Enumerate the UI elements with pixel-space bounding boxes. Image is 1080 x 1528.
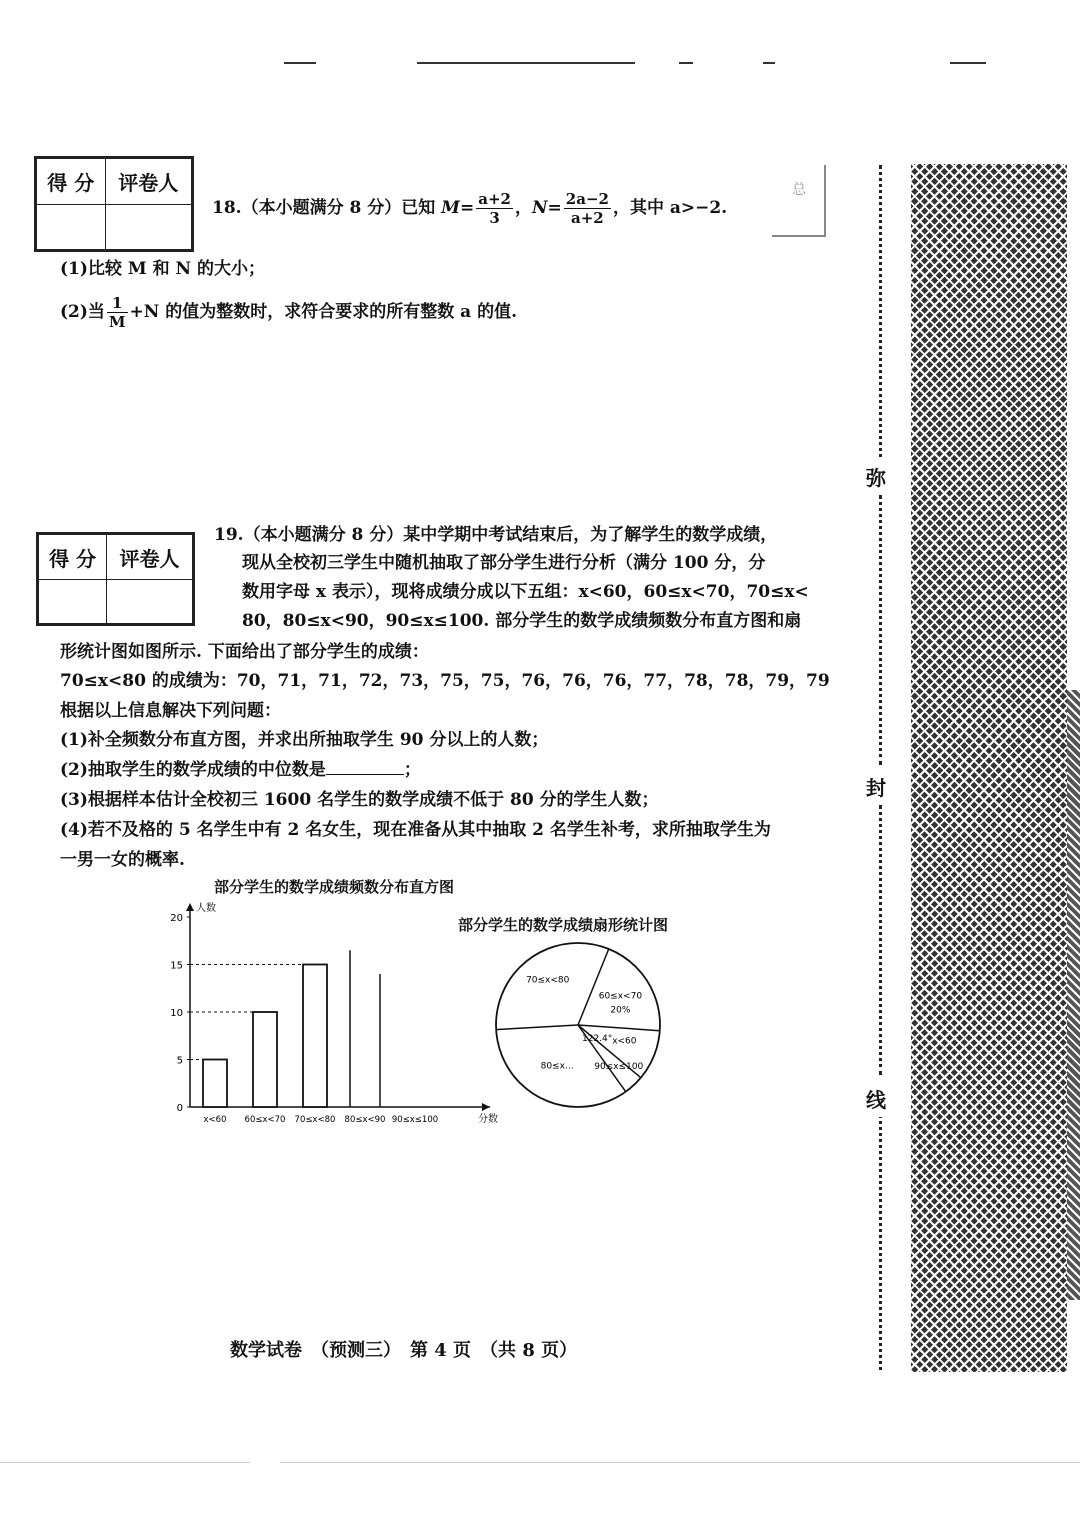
grader-cell[interactable]: [107, 580, 193, 624]
fraction-M: $\frac{a+2}{3}$: [478, 190, 511, 227]
x-axis-arrow: [482, 1103, 490, 1111]
x-axis-label: 分数: [478, 1114, 498, 1125]
y-axis-arrow: [186, 903, 194, 911]
histogram-bar: [303, 965, 327, 1108]
score-cell[interactable]: [37, 205, 106, 250]
header-mark: [679, 62, 693, 64]
q18-part2: (2)当 $\frac{1}{M}$ +N 的值为整数时，求符合要求的所有整数 a 的值.: [60, 294, 518, 331]
pie-label: 80≤x…: [540, 1061, 574, 1072]
grader-label: 评卷人: [105, 159, 191, 205]
y-tick-label: 0: [176, 1103, 183, 1114]
q19-line7: 根据以上信息解决下列问题：: [60, 701, 281, 721]
score-cell[interactable]: [39, 580, 107, 624]
q19-part1: (1)补全频数分布直方图，并求出所抽取学生 90 分以上的人数；: [60, 730, 549, 750]
crosshatch-strip: [1067, 690, 1080, 1300]
q19-line4: 80，80≤x<90，90≤x≤100. 部分学生的数学成绩频数分布直方图和扇: [242, 611, 802, 631]
q19-line1: 19.（本小题满分 8 分）某中学期中考试结束后，为了解学生的数学成绩，: [214, 525, 778, 545]
y-tick-label: 5: [176, 1055, 183, 1067]
q19-line3: 数用字母 x 表示），现将成绩分成以下五组：x<60，60≤x<70，70≤x<: [242, 582, 809, 602]
y-tick-label: 10: [170, 1008, 183, 1019]
score-label: 得 分: [37, 159, 106, 205]
q18-stem: 18.（本小题满分 8 分）已知 M= $\frac{a+2}{3}$ ，N= $\frac{2a-2}{a+2}$ ，其中 a>−2.: [212, 190, 728, 227]
page-footer: 数学试卷 （预测三） 第 4 页 （共 8 页）: [230, 1340, 578, 1361]
x-tick-label: 70≤x<80: [294, 1115, 336, 1125]
bottom-rule: [280, 1462, 1080, 1463]
seal-char-xian: 线: [866, 1080, 886, 1117]
q19-part3: (3)根据样本估计全校初三 1600 名学生的数学成绩不低于 80 分的学生人数；: [60, 790, 659, 810]
header-mark: [417, 62, 635, 64]
y-axis-label: 人数: [196, 903, 216, 914]
seal-dotted-line: [879, 1115, 882, 1370]
pie-label: 70≤x<80: [526, 975, 570, 986]
grader-cell[interactable]: [105, 205, 191, 250]
fraction-1-over-M: $\frac{1}{M}$: [108, 294, 126, 331]
q19-scores: 70≤x<80 的成绩为：70，71，71，72，73，75，75，76，76，76，77，78，78，79，79: [60, 671, 830, 691]
corner-score-box: [772, 165, 826, 237]
seal-char-mi: 弥: [866, 458, 886, 495]
header-mark: [950, 62, 986, 64]
header-mark: [763, 62, 775, 64]
x-tick-label: x<60: [203, 1115, 227, 1125]
histogram-title: 部分学生的数学成绩频数分布直方图: [214, 878, 455, 896]
score-label: 得 分: [39, 535, 107, 580]
header-mark: [284, 62, 316, 64]
pie-percent-label: 20%: [610, 1005, 631, 1016]
q19-line5: 形统计图如图所示. 下面给出了部分学生的成绩：: [60, 642, 429, 662]
crosshatch-band: [911, 164, 1067, 1372]
pie-chart: [490, 935, 670, 1115]
bottom-rule: [0, 1462, 250, 1463]
pie-label: 90≤x≤100: [594, 1062, 644, 1073]
y-tick-label: 20: [170, 913, 183, 924]
q19-part4a: (4)若不及格的 5 名学生中有 2 名女生，现在准备从其中抽取 2 名学生补考，求所抽取学生为: [60, 820, 771, 840]
seal-dotted-line: [879, 495, 882, 765]
seal-dotted-line: [879, 165, 882, 465]
pie-angle-label: 122.4°: [582, 1034, 613, 1044]
histogram-chart: [165, 895, 505, 1135]
score-box-q18: [34, 156, 194, 252]
histogram-bar: [253, 1012, 277, 1107]
score-box-q19: [36, 532, 195, 626]
x-tick-label: 60≤x<70: [244, 1115, 286, 1125]
pie-label: 60≤x<70: [598, 991, 643, 1002]
x-tick-label: 90≤x≤100: [391, 1115, 439, 1125]
q19-part4b: 一男一女的概率.: [60, 850, 185, 870]
median-answer-blank[interactable]: [326, 756, 404, 775]
pie-label: x<60: [612, 1036, 637, 1047]
q19-line2: 现从全校初三学生中随机抽取了部分学生进行分析（满分 100 分，分: [242, 553, 766, 573]
q19-part2: (2)抽取学生的数学成绩的中位数是 ；: [60, 755, 421, 785]
fraction-N: $\frac{2a-2}{a+2}$: [565, 190, 609, 227]
y-tick-label: 15: [170, 960, 183, 972]
seal-dotted-line: [879, 805, 882, 1075]
corner-mark: 总: [792, 182, 806, 198]
histogram-bar: [203, 1060, 227, 1108]
seal-char-feng: 封: [866, 768, 886, 805]
pie-title: 部分学生的数学成绩扇形统计图: [458, 916, 669, 934]
x-tick-label: 80≤x<90: [344, 1115, 386, 1125]
grader-label: 评卷人: [107, 535, 193, 580]
q18-part1: (1)比较 M 和 N 的大小；: [60, 259, 265, 279]
